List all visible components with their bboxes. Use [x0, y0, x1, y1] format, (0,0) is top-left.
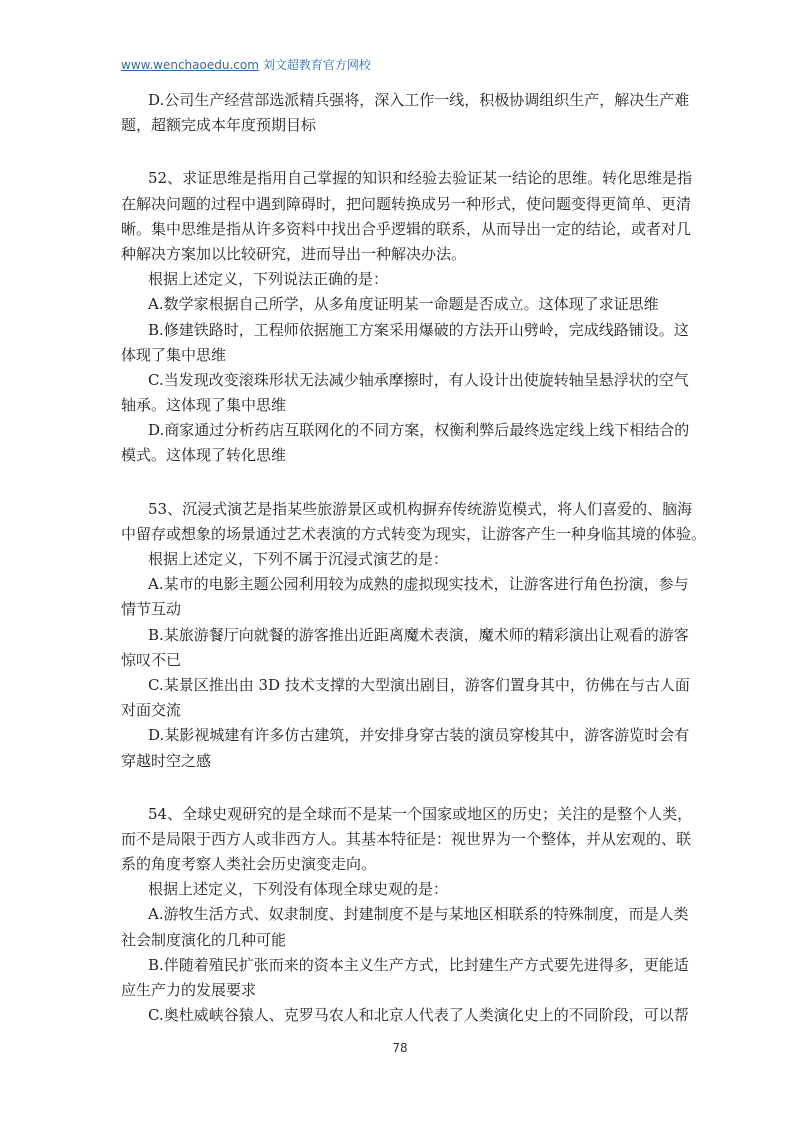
text-line: 对面交流 [121, 701, 182, 720]
text-line: C.奥杜威峡谷猿人、克罗马农人和北京人代表了人类演化史上的不同阶段，可以帮 [148, 1006, 689, 1025]
text-line: 社会制度演化的几种可能 [121, 930, 287, 949]
page-header [121, 56, 371, 74]
text-line: B.某旅游餐厅向就餐的游客推出近距离魔术表演，魔术师的精彩演出让观看的游客 [148, 625, 689, 644]
text-line: 题，超额完成本年度预期目标 [121, 116, 317, 135]
text-line: B.伴随着殖民扩张而来的资本主义生产方式，比封建生产方式要先进得多，更能适 [148, 955, 689, 974]
page-number: 78 [392, 1041, 408, 1055]
paragraph-gap [121, 138, 681, 166]
question-block [121, 166, 693, 468]
document-body [121, 88, 707, 1028]
text-line: 轴承。这体现了集中思维 [121, 396, 287, 415]
text-line: 52、求证思维是指用自己掌握的知识和经验去验证某一结论的思维。转化思维是指 [148, 169, 693, 188]
website-link[interactable]: www.wenchaoedu.com [121, 58, 259, 72]
text-line: 惊叹不已 [121, 650, 182, 669]
text-line: 模式。这体现了转化思维 [121, 446, 287, 465]
text-line: A.数学家根据自己所学，从多角度证明某一命题是否成立。这体现了求证思维 [148, 295, 659, 314]
question-block [121, 497, 707, 774]
paragraph-gap [121, 469, 681, 497]
text-line: 在解决问题的过程中遇到障碍时，把问题转换成另一种形式，使问题变得更简单、更清 [121, 194, 692, 213]
question-block [121, 88, 690, 138]
organization-name: 刘文超教育官方网校 [262, 58, 371, 72]
text-line: 中留存或想象的场景通过艺术表演的方式转变为现实，让游客产生一种身临其境的体验。 [121, 524, 707, 543]
text-line: D.商家通过分析药店互联网化的不同方案，权衡利弊后最终选定线上线下相结合的 [148, 421, 690, 440]
text-line: 应生产力的发展要求 [121, 981, 257, 999]
text-line: D.某影视城建有许多仿古建筑，并安排身穿古装的演员穿梭其中，游客游览时会有 [148, 726, 690, 745]
text-line: 种解决方案加以比较研究，进而导出一种解决办法。 [121, 244, 467, 263]
text-line: 54、全球史观研究的是全球而不是某一个国家或地区的历史；关注的是整个人类， [148, 804, 693, 823]
text-line: 根据上述定义，下列说法正确的是： [148, 270, 389, 289]
text-line: A.游牧生活方式、奴隶制度、封建制度不是与某地区相联系的特殊制度，而是人类 [148, 905, 689, 924]
text-line: 根据上述定义，下列没有体现全球史观的是： [148, 880, 449, 899]
text-line: 系的角度考察人类社会历史演变走向。 [121, 855, 377, 874]
text-line: C.某景区推出由 3D 技术支撑的大型演出剧目，游客们置身其中，彷佛在与古人面 [148, 675, 690, 694]
question-block [121, 802, 693, 1029]
text-line: 情节互动 [121, 600, 182, 619]
text-line: 穿越时空之感 [121, 751, 212, 770]
text-line: 而不是局限于西方人或非西方人。其基本特征是：视世界为一个整体，并从宏观的、联 [121, 829, 692, 848]
paragraph-gap [121, 774, 681, 802]
text-line: C.当发现改变滚珠形状无法减少轴承摩擦时，有人设计出使旋转轴呈悬浮状的空气 [148, 370, 689, 389]
text-line: 53、沉浸式演艺是指某些旅游景区或机构摒弃传统游览模式，将人们喜爱的、脑海 [148, 499, 693, 518]
text-line: B.修建铁路时，工程师依据施工方案采用爆破的方法开山劈岭，完成线路铺设。这 [148, 320, 689, 339]
text-line: 晰。集中思维是指从许多资料中找出合乎逻辑的联系，从而导出一定的结论，或者对几 [121, 219, 692, 238]
text-line: D.公司生产经营部选派精兵强将，深入工作一线，积极协调组织生产，解决生产难 [148, 91, 690, 109]
text-line: 体现了集中思维 [121, 345, 227, 364]
text-line: 根据上述定义，下列不属于沉浸式演艺的是： [148, 550, 449, 568]
text-line: A.某市的电影主题公园利用较为成熟的虚拟现实技术，让游客进行角色扮演，参与 [148, 575, 689, 594]
